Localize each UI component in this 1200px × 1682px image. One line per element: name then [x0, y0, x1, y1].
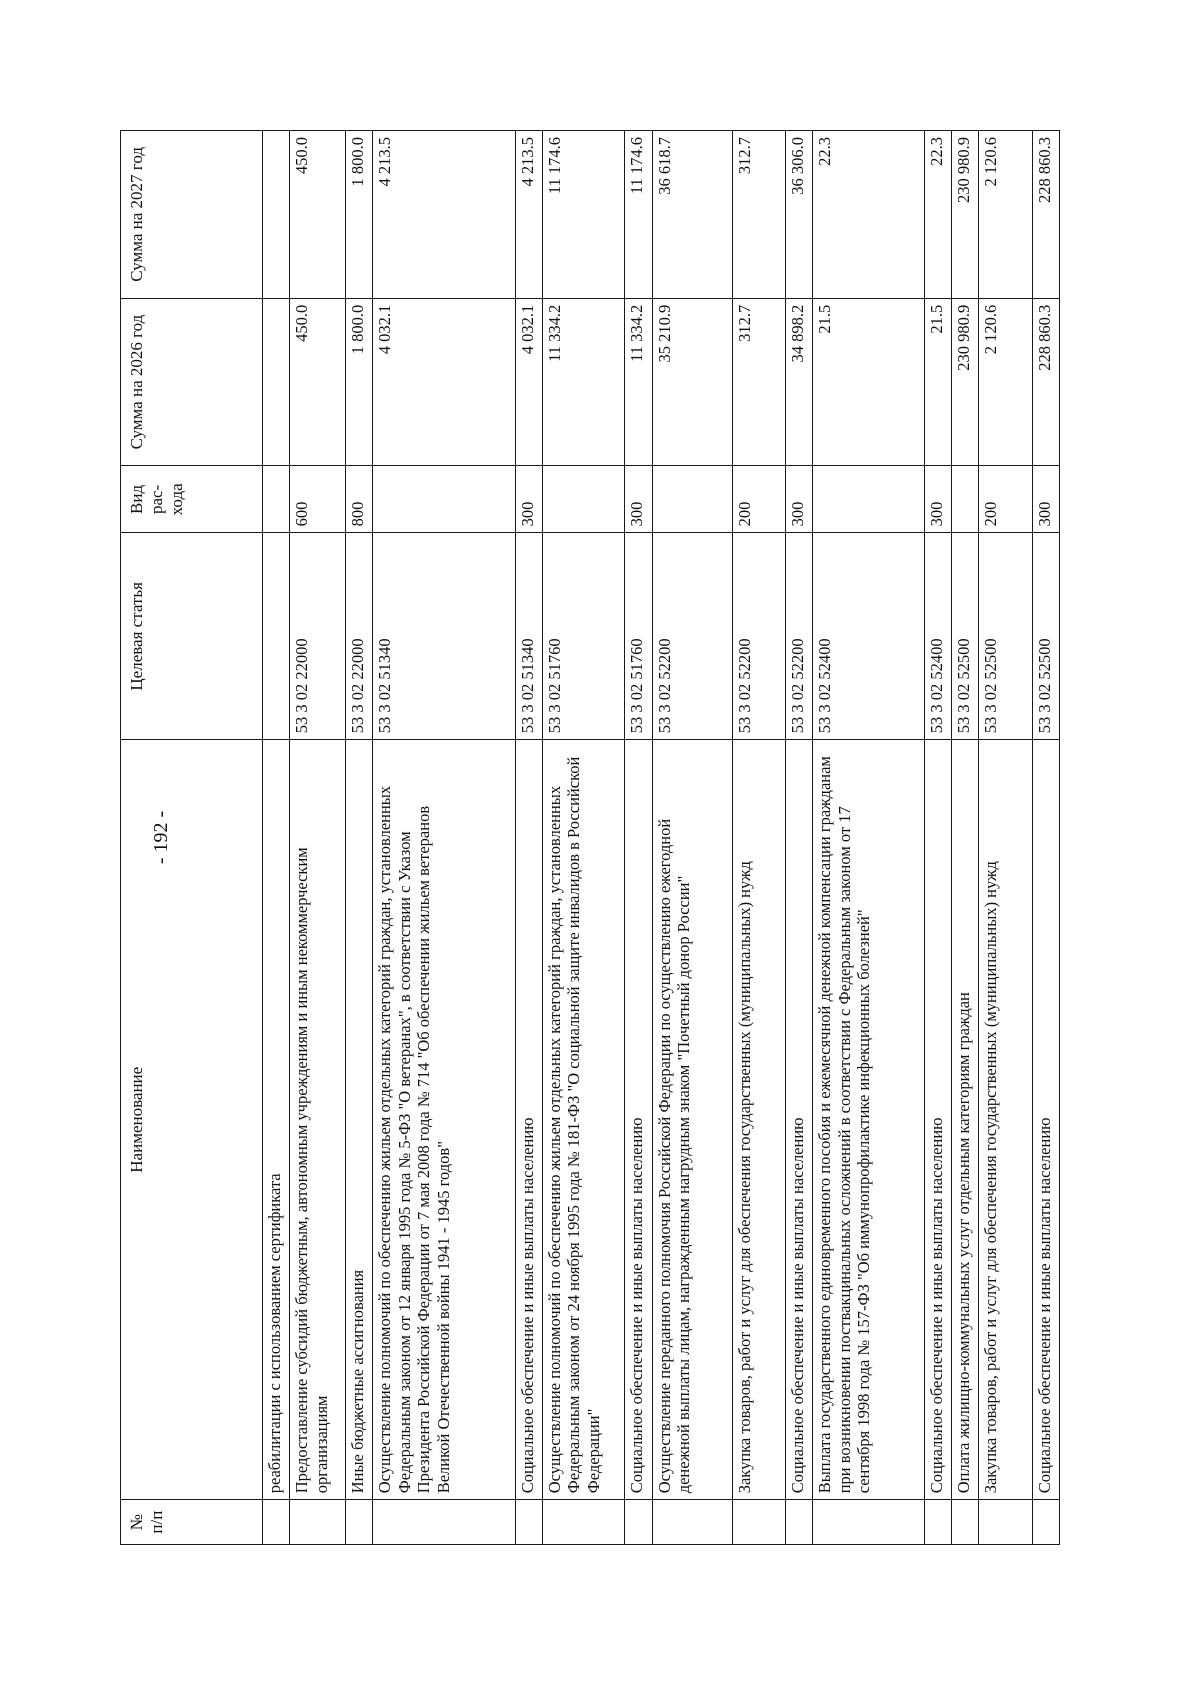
row-sum-2026: 2 120.6 — [979, 298, 1032, 466]
row-sum-2026: 35 210.9 — [652, 298, 732, 466]
row-sum-2027: 4 213.5 — [515, 131, 542, 299]
row-number — [786, 1500, 813, 1545]
row-sum-2026: 312.7 — [732, 298, 785, 466]
header-number: № п/п — [121, 1500, 263, 1545]
row-target-article: 53 3 02 51340 — [515, 533, 542, 740]
row-expense-type — [542, 466, 624, 533]
row-sum-2027: 4 213.5 — [373, 131, 516, 299]
table-row — [1032, 131, 1059, 1545]
row-expense-type — [263, 466, 290, 533]
row-expense-type: 300 — [786, 466, 813, 533]
row-sum-2026: 21.5 — [813, 298, 924, 466]
table-row — [542, 131, 624, 1545]
row-target-article: 53 3 02 52400 — [813, 533, 924, 740]
table-row — [786, 131, 813, 1545]
row-number — [373, 1500, 516, 1545]
row-expense-type: 200 — [732, 466, 785, 533]
row-expense-type — [373, 466, 516, 533]
row-sum-2027: 230 980.9 — [951, 131, 978, 299]
row-sum-2026: 34 898.2 — [786, 298, 813, 466]
row-sum-2027: 1 800.0 — [345, 131, 372, 299]
row-sum-2026: 228 860.3 — [1032, 298, 1059, 466]
row-name: Предоставление субсидий бюджетным, автономным учреждениям и иным некоммерческим организациям — [290, 740, 346, 1500]
row-target-article: 53 3 02 52500 — [1032, 533, 1059, 740]
row-number — [652, 1500, 732, 1545]
row-sum-2027: 22.3 — [924, 131, 951, 299]
row-sum-2026: 21.5 — [924, 298, 951, 466]
row-sum-2026: 230 980.9 — [951, 298, 978, 466]
row-number — [813, 1500, 924, 1545]
row-number — [345, 1500, 372, 1545]
row-sum-2026: 11 334.2 — [542, 298, 624, 466]
rotated-content — [120, 130, 1060, 1545]
table-row — [813, 131, 924, 1545]
row-number — [625, 1500, 652, 1545]
table-row — [263, 131, 290, 1545]
row-sum-2027: 312.7 — [732, 131, 785, 299]
table-row — [625, 131, 652, 1545]
row-number — [1032, 1500, 1059, 1545]
header-target-article: Целевая статья — [121, 533, 263, 740]
row-sum-2026: 11 334.2 — [625, 298, 652, 466]
row-expense-type: 800 — [345, 466, 372, 533]
row-expense-type — [951, 466, 978, 533]
row-name: Выплата государственного единовременного пособия и ежемесячной денежной компенсации гражданам при возникновении поствакцинальных осложнений в соответствии с Федеральным законом от 17 сентября 1998 года № 157-ФЗ "Об иммунопрофилактике инфекционных болезней" — [813, 740, 924, 1500]
row-target-article: 53 3 02 52200 — [652, 533, 732, 740]
table-row — [373, 131, 516, 1545]
row-expense-type — [652, 466, 732, 533]
table-header-row — [121, 131, 263, 1545]
row-target-article: 53 3 02 51340 — [373, 533, 516, 740]
row-number — [515, 1500, 542, 1545]
row-sum-2027: 2 120.6 — [979, 131, 1032, 299]
row-name: Иные бюджетные ассигнования — [345, 740, 372, 1500]
row-number — [542, 1500, 624, 1545]
row-expense-type: 300 — [625, 466, 652, 533]
row-target-article — [263, 533, 290, 740]
row-expense-type: 300 — [515, 466, 542, 533]
row-number — [290, 1500, 346, 1545]
row-name: Социальное обеспечение и иные выплаты населению — [786, 740, 813, 1500]
header-expense-type: Вид рас- хода — [121, 466, 263, 533]
row-name: Социальное обеспечение и иные выплаты населению — [625, 740, 652, 1500]
table-row — [924, 131, 951, 1545]
row-name: Закупка товаров, работ и услуг для обеспечения государственных (муниципальных) нужд — [732, 740, 785, 1500]
row-target-article: 53 3 02 52500 — [951, 533, 978, 740]
row-number — [924, 1500, 951, 1545]
row-name: Осуществление переданного полномочия Российской Федерации по осуществлению ежегодной денежной выплаты лицам, награжденным нагрудным знаком "Почетный донор России" — [652, 740, 732, 1500]
table-body — [263, 131, 1060, 1545]
row-sum-2026 — [263, 298, 290, 466]
row-sum-2027: 11 174.6 — [542, 131, 624, 299]
row-number — [951, 1500, 978, 1545]
row-sum-2027 — [263, 131, 290, 299]
header-sum-2026: Сумма на 2026 год — [121, 298, 263, 466]
table-row — [515, 131, 542, 1545]
row-target-article: 53 3 02 51760 — [542, 533, 624, 740]
row-sum-2027: 228 860.3 — [1032, 131, 1059, 299]
row-name: Осуществление полномочий по обеспечению жильем отдельных категорий граждан, установленных Федеральным законом от 24 ноября 1995 года № 181-ФЗ "О социальной защите инвалидов в Российской Федерации" — [542, 740, 624, 1500]
table-row — [732, 131, 785, 1545]
row-number — [732, 1500, 785, 1545]
row-name: Социальное обеспечение и иные выплаты населению — [515, 740, 542, 1500]
header-sum-2027: Сумма на 2027 год — [121, 131, 263, 299]
row-expense-type — [813, 466, 924, 533]
row-sum-2026: 1 800.0 — [345, 298, 372, 466]
row-target-article: 53 3 02 52500 — [979, 533, 1032, 740]
row-name: Осуществление полномочий по обеспечению жильем отдельных категорий граждан, установленных Федеральным законом от 12 января 1995 года № 5-ФЗ "О ветеранах", в соответствии с Указом Президента Российской Федерации от 7 мая 2008 года № 714 "Об обеспечении жильем ветеранов Великой Отечественной войны 1941 - 1945 годов" — [373, 740, 516, 1500]
row-target-article: 53 3 02 51760 — [625, 533, 652, 740]
table-row — [652, 131, 732, 1545]
row-sum-2027: 11 174.6 — [625, 131, 652, 299]
table-row — [345, 131, 372, 1545]
row-sum-2026: 450.0 — [290, 298, 346, 466]
row-target-article: 53 3 02 22000 — [345, 533, 372, 740]
row-target-article: 53 3 02 52400 — [924, 533, 951, 740]
row-expense-type: 300 — [1032, 466, 1059, 533]
row-expense-type: 200 — [979, 466, 1032, 533]
row-sum-2027: 36 306.0 — [786, 131, 813, 299]
row-name: Социальное обеспечение и иные выплаты населению — [1032, 740, 1059, 1500]
row-target-article: 53 3 02 22000 — [290, 533, 346, 740]
row-expense-type: 300 — [924, 466, 951, 533]
table-row — [951, 131, 978, 1545]
row-sum-2026: 4 032.1 — [373, 298, 516, 466]
row-name: реабилитации с использованием сертификата — [263, 740, 290, 1500]
table-row — [979, 131, 1032, 1545]
row-name: Оплата жилищно-коммунальных услуг отдельным категориям граждан — [951, 740, 978, 1500]
row-expense-type: 600 — [290, 466, 346, 533]
page-number: - 192 - — [150, 810, 172, 865]
row-number — [263, 1500, 290, 1545]
row-number — [979, 1500, 1032, 1545]
row-sum-2026: 4 032.1 — [515, 298, 542, 466]
row-sum-2027: 36 618.7 — [652, 131, 732, 299]
header-name: Наименование — [121, 740, 263, 1500]
row-sum-2027: 22.3 — [813, 131, 924, 299]
row-name: Социальное обеспечение и иные выплаты населению — [924, 740, 951, 1500]
row-sum-2027: 450.0 — [290, 131, 346, 299]
row-target-article: 53 3 02 52200 — [786, 533, 813, 740]
row-target-article: 53 3 02 52200 — [732, 533, 785, 740]
budget-table — [120, 130, 1060, 1545]
table-row — [290, 131, 346, 1545]
row-name: Закупка товаров, работ и услуг для обеспечения государственных (муниципальных) нужд — [979, 740, 1032, 1500]
